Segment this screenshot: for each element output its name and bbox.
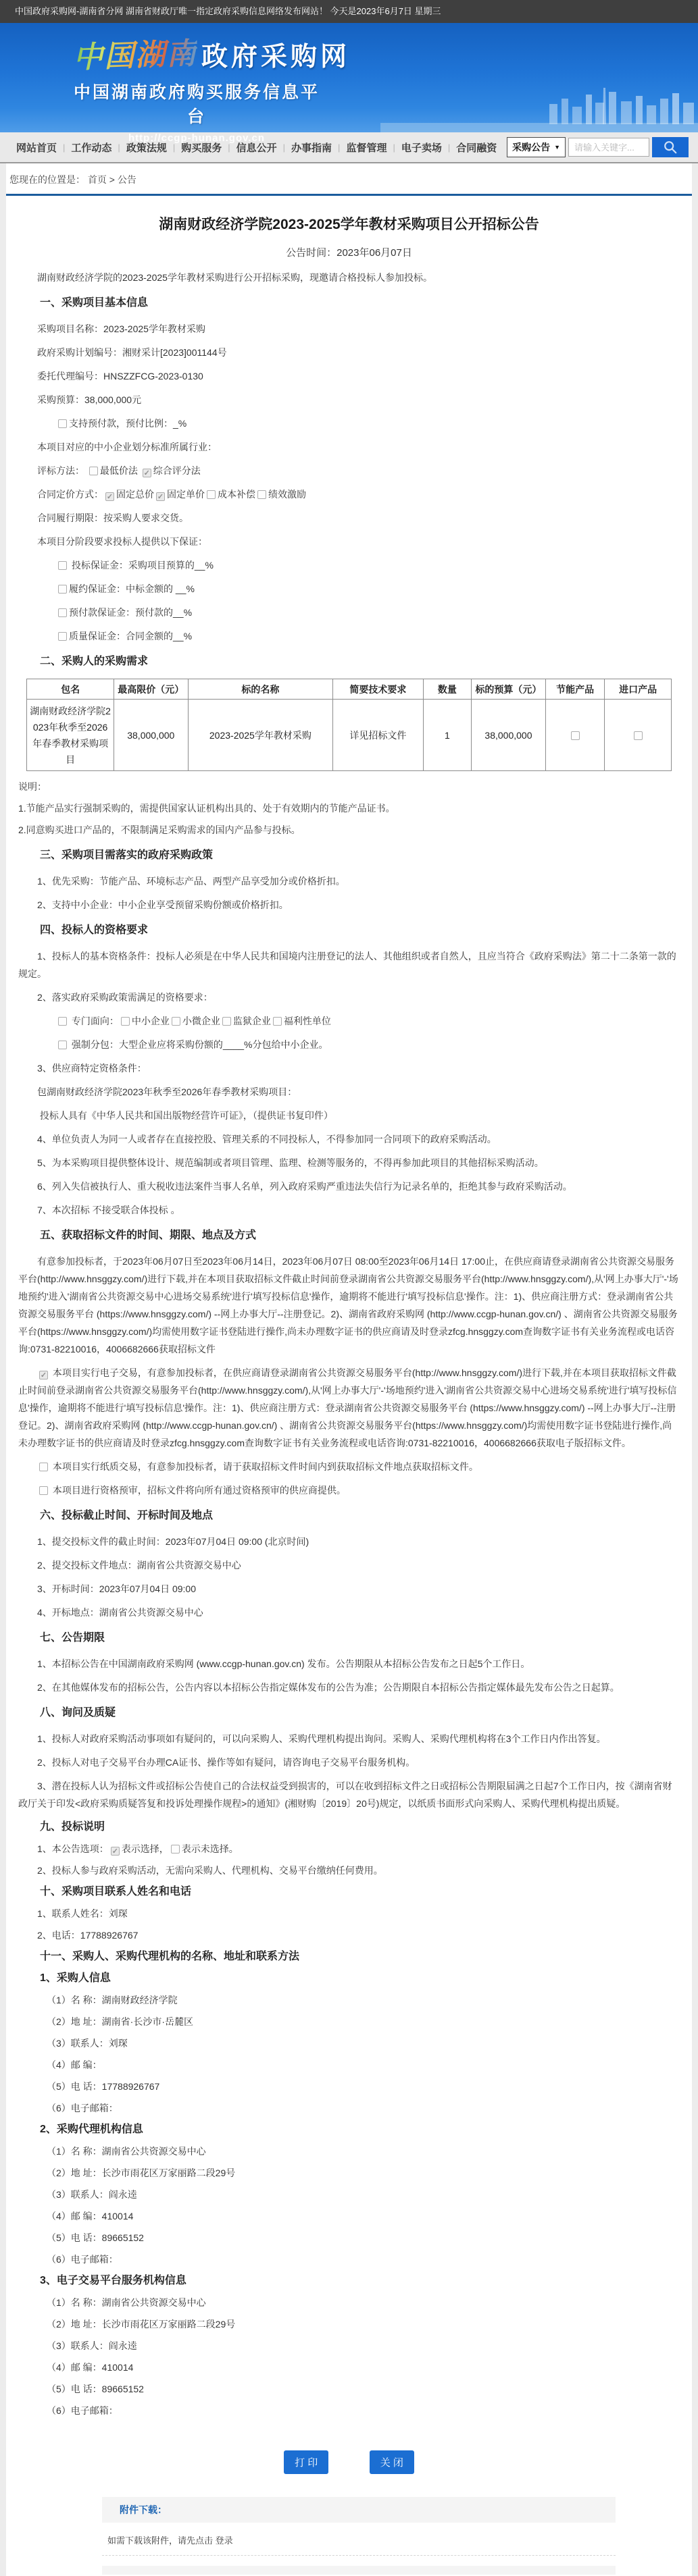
attachment-hint-row (102, 2523, 616, 2556)
checkbox-unchecked-icon (58, 419, 67, 428)
table-header-cell: 数量 (423, 679, 472, 700)
doc-paragraph: 合同定价方式： ✓ 固定总价 ✓ 固定单价 成本补偿 绩效激励 (37, 489, 306, 501)
nav-item-7[interactable]: 电子卖场 (401, 142, 442, 154)
doc-paragraph: （3）联系人：阎永逵 (47, 2189, 137, 2200)
checkbox-unchecked-icon (273, 1017, 282, 1026)
doc-paragraph: 2、投标人参与政府采购活动，无需向采购人、代理机构、交易平台缴纳任何费用。 (37, 1865, 383, 1876)
print-button[interactable]: 打 印 (284, 2450, 328, 2474)
search-input[interactable] (568, 138, 649, 157)
nav-item-5[interactable]: 办事指南 (291, 142, 332, 154)
table-header-cell: 进口产品 (605, 679, 671, 700)
site-subtitle: 中国湖南政府购买服务信息平台 (73, 83, 320, 126)
doc-paragraph: 1.节能产品实行强制采购的，需提供国家认证机构出具的、处于有效期内的节能产品证书。 (18, 803, 395, 814)
doc-paragraph: 4、开标地点：湖南省公共资源交易中心 (37, 1607, 203, 1618)
checkbox-unchecked-icon (257, 490, 266, 499)
nav-separator: | (228, 142, 230, 153)
table-header-cell: 标的名称 (188, 679, 333, 700)
doc-paragraph: （1）名 称：湖南省公共资源交易中心 (47, 2146, 206, 2157)
doc-paragraph: 支持预付款，预付比例：_% (18, 415, 680, 432)
doc-paragraph: （5）电 话：89665152 (47, 2384, 144, 2394)
checkbox-unchecked-icon (121, 1017, 130, 1026)
checkbox-unchecked-icon (58, 1041, 67, 1049)
doc-paragraph: 专门面向： 中小企业 小微企业 监狱企业 福利性单位 (18, 1012, 680, 1030)
section-heading: 2、采购代理机构信息 (40, 2124, 143, 2135)
checkbox-unchecked-icon (58, 1017, 67, 1026)
table-header-cell: 简要技术要求 (333, 679, 423, 700)
table-cell: 详见招标文件 (333, 700, 423, 771)
doc-paragraph: （2）地 址：长沙市雨花区万家丽路二段29号 (47, 2319, 236, 2330)
breadcrumb-prefix: 您现在的位置是： (9, 174, 85, 185)
nav-item-3[interactable]: 购买服务 (181, 142, 222, 154)
doc-paragraph: 采购预算：38,000,000元 (37, 394, 142, 405)
logo-calligraphy-text: 中国湖南 (72, 29, 198, 76)
doc-paragraph: （3）联系人：刘琛 (47, 2038, 128, 2049)
doc-paragraph: 强制分包：大型企业应将采购份额的____%分包给中小企业。 (18, 1036, 680, 1053)
doc-paragraph: 评标方法： 最低价法 ✓ 综合评分法 (37, 465, 201, 477)
doc-paragraph: 质量保证金：合同金额的__% (18, 627, 680, 645)
nav-item-2[interactable]: 政策法规 (126, 142, 167, 154)
doc-paragraph: 1、投标人对政府采购活动事项如有疑问的，可以向采购人、采购代理机构提出询问。采购人、采购代理机构将在3个工作日内作出答复。 (37, 1733, 606, 1744)
section-heading: 八、询问及质疑 (40, 1707, 116, 1718)
doc-paragraph: 1、本公告选项： ✓ 表示选择， 表示未选择。 (37, 1843, 239, 1856)
attachment-hint: 如需下载该附件，请先点击 (107, 2535, 214, 2546)
procurement-requirements-table (26, 679, 672, 771)
section-heading: 一、采购项目基本信息 (40, 297, 149, 309)
publish-time: 公告时间：2023年06月07日 (286, 247, 412, 259)
search-icon (663, 140, 678, 155)
doc-paragraph: 3、潜在投标人认为招标文件或招标公告使自己的合法权益受到损害的，可以在收到招标文件之日或招标公告期限届满之日起7个工作日内，按《湖南省财政厅关于印发<政府采购质疑答复和投诉处理操作规程>的通知》(湘财购〔2019〕20号)规定，以纸质书面形式向采购人、采购代理机构提出质疑。 (18, 1781, 672, 1809)
table-cell: 1 (423, 700, 472, 771)
doc-paragraph: （5）电 话：89665152 (47, 2232, 144, 2243)
breadcrumb-current[interactable]: 公告 (117, 174, 136, 185)
checkbox-checked-icon: ✓ (143, 469, 150, 477)
nav-separator: | (63, 142, 66, 153)
doc-paragraph: 预付款保证金：预付款的__% (18, 604, 680, 621)
checkbox-unchecked-icon (58, 632, 67, 641)
doc-paragraph: 本项目分阶段要求投标人提供以下保证： (37, 536, 207, 547)
doc-paragraph: （5）电 话：17788926767 (47, 2081, 160, 2092)
checkbox-unchecked-icon (58, 585, 67, 594)
doc-paragraph: 1、联系人姓名：刘琛 (37, 1908, 128, 1919)
checkbox-unchecked-icon (222, 1017, 231, 1026)
section-heading: 六、投标截止时间、开标时间及地点 (40, 1510, 214, 1521)
checkbox-checked-icon: ✓ (111, 1847, 118, 1856)
doc-paragraph: 履约保证金：中标金额的 __% (18, 580, 680, 598)
doc-paragraph: 2、支持中小企业：中小企业享受预留采购份额或价格折扣。 (37, 899, 289, 910)
section-heading: 七、公告期限 (40, 1632, 105, 1644)
doc-paragraph: 3、开标时间：2023年07月04日 09:00 (37, 1583, 196, 1594)
doc-paragraph: 3、供应商特定资格条件： (37, 1063, 147, 1074)
site-notice-bar (0, 0, 698, 23)
table-cell: 38,000,000 (114, 700, 188, 771)
site-notice-text: 中国政府采购网-湖南省分网 湖南省财政厅唯一指定政府采购信息网络发布网站！ 今天是2023年6月7日 星期三 (15, 6, 441, 16)
checkbox-unchecked-icon (172, 1017, 180, 1026)
table-cell (545, 700, 605, 771)
nav-item-8[interactable]: 合同融资 (456, 142, 497, 154)
logo-main-text: 政府采购网 (201, 43, 351, 72)
nav-item-0[interactable]: 网站首页 (16, 142, 57, 154)
login-link[interactable]: 登录 (215, 2535, 233, 2546)
table-cell: 38,000,000 (472, 700, 546, 771)
doc-paragraph: （1）名 称：湖南财政经济学院 (47, 1995, 178, 2005)
doc-paragraph: 2、落实政府采购政策需满足的资格要求： (37, 992, 213, 1003)
section-heading: 四、投标人的资格要求 (40, 924, 149, 936)
content-card (6, 163, 692, 2576)
section-heading: 十、采购项目联系人姓名和电话 (40, 1886, 192, 1897)
doc-paragraph: 本项目实行纸质交易，有意参加投标者，请于获取招标文件时间内到获取招标文件地点获取招标文件。 (18, 1458, 680, 1475)
announcement-body (6, 269, 692, 2426)
breadcrumb-home[interactable]: 首页 (87, 174, 107, 185)
doc-paragraph: 2、电话：17788926767 (37, 1930, 139, 1941)
doc-paragraph: 政府采购计划编号：湘财采计[2023]001144号 (37, 347, 227, 358)
doc-paragraph: 2、提交投标文件地点：湖南省公共资源交易中心 (37, 1560, 241, 1571)
checkbox-checked-icon: ✓ (157, 493, 164, 501)
doc-paragraph: （6）电子邮箱： (47, 2103, 118, 2113)
doc-paragraph: 4、单位负责人为同一人或者存在直接控股、管理关系的不同投标人，不得参加同一合同项下的政府采购活动。 (37, 1134, 497, 1145)
nav-separator: | (172, 142, 176, 153)
doc-paragraph: 6、列入失信被执行人、重大税收违法案件当事人名单，列入政府采购严重违法失信行为记录名单的，拒绝其参与政府采购活动。 (37, 1181, 572, 1192)
checkbox-unchecked-icon (39, 1486, 48, 1495)
nav-separator: | (447, 142, 451, 153)
doc-paragraph: （1）名 称：湖南省公共资源交易中心 (47, 2297, 206, 2308)
checkbox-checked-icon: ✓ (106, 493, 114, 501)
doc-paragraph: 投标人具有《中华人民共和国出版物经营许可证》，（提供证书复印件） (37, 1110, 333, 1121)
doc-paragraph: 合同履行期限：按采购人要求交货。 (37, 512, 189, 523)
doc-paragraph: 5、为本采购项目提供整体设计、规范编制或者项目管理、监理、检测等服务的，不得再参加此项目的其他招标采购活动。 (37, 1157, 544, 1168)
site-banner (0, 23, 698, 144)
checkbox-unchecked-icon (89, 467, 98, 475)
doc-paragraph: （3）联系人：阎永逵 (47, 2340, 137, 2351)
doc-paragraph: ✓ 本项目实行电子交易，有意参加投标者，在供应商请登录湖南省公共资源交易服务平台(http://www.hnsggzy.com/)进行下载,并在本项目获取招标文件截止时间前登录湖南省公共资源交易服务平台(http://www.hnsggzy.com/),从'网上办事大厅'-'场地预约'进入'湖南省公共资源交易中心进场交易系统'进行'填写投标信息'操作，逾期将不能进行'填写投标信息'操作。注：1)、供应商注册方式：登录湖南省公共资源交易服务平台 (https://www.hnsggzy.com/) --网上办事大厅--注册登记。2)、湖南省政府采购网 (http://www.ccgp-hunan.gov.cn/) 、湖南省公共资源交易服务平台(https://www.hnsggzy.com/)均需使用数字证书登陆进行操作,尚未办理数字证书的供应商请及时登录zfcg.hnsggzy.com查询数字证书有关业务流程或电话咨询:0731-82210016，4006682666获取电子版招标文件。 (18, 1367, 677, 1448)
doc-paragraph: （2）地 址：湖南省·长沙市·岳麓区 (47, 2016, 193, 2027)
doc-paragraph: 采购项目名称：2023-2025学年教材采购 (37, 323, 205, 334)
section-heading: 1、采购人信息 (40, 1972, 111, 1984)
table-header-cell: 包名 (27, 679, 114, 700)
attachment-title: 附件下载： (102, 2497, 616, 2523)
doc-paragraph: 投标保证金：采购项目预算的__% (18, 556, 680, 574)
checkbox-unchecked-icon (171, 1845, 180, 1854)
page-title: 湖南财政经济学院2023-2025学年教材采购项目公开招标公告 (159, 217, 539, 232)
checkbox-checked-icon: ✓ (40, 1371, 47, 1379)
breadcrumb (6, 163, 692, 194)
doc-paragraph: 说明： (18, 781, 47, 792)
breadcrumb-separator: > (109, 174, 115, 185)
doc-paragraph: 2、投标人对电子交易平台办理CA证书、操作等如有疑问，请咨询电子交易平台服务机构。 (37, 1757, 416, 1768)
nav-separator: | (393, 142, 395, 153)
table-cell (605, 700, 671, 771)
doc-paragraph: 本项目对应的中小企业划分标准所属行业： (37, 442, 217, 452)
blue-divider (6, 194, 692, 196)
attachment-section (102, 2497, 616, 2576)
checkbox-unchecked-icon (634, 731, 643, 740)
section-heading: 十一、采购人、采购代理机构的名称、地址和联系方法 (40, 1951, 300, 1962)
site-logo (72, 31, 351, 144)
footer-bar-stub (102, 2566, 616, 2575)
doc-paragraph: 1、投标人的基本资格条件：投标人必须是在中华人民共和国境内注册登记的法人、其他组织或者自然人，且应当符合《政府采购法》第二十二条第一款的规定。 (18, 951, 676, 979)
nav-item-1[interactable]: 工作动态 (71, 142, 112, 154)
search-category-select[interactable] (507, 137, 566, 157)
search-button[interactable] (652, 137, 689, 157)
doc-paragraph: 1、优先采购：节能产品、环境标志产品、两型产品享受加分或价格折扣。 (37, 876, 345, 887)
checkbox-unchecked-icon (571, 731, 580, 740)
doc-paragraph: （4）邮 编：410014 (47, 2211, 134, 2222)
table-header-cell: 标的预算（元） (472, 679, 546, 700)
doc-paragraph: 1、本招标公告在中国湖南政府采购网 (www.ccgp-hunan.gov.cn) 发布。公告期限从本招标公告发布之日起5个工作日。 (37, 1658, 530, 1669)
doc-paragraph: 包湖南财政经济学院2023年秋季至2026年春季教材采购项目： (37, 1086, 297, 1097)
doc-paragraph: 2、在其他媒体发布的招标公告，公告内容以本招标公告指定媒体发布的公告为准；公告期限自本招标公告指定媒体最先发布公告之日起算。 (37, 1682, 620, 1693)
nav-search-area (507, 137, 689, 157)
doc-paragraph: 1、提交投标文件的截止时间：2023年07月04日 09:00 (北京时间) (37, 1536, 309, 1547)
table-cell: 2023-2025学年教材采购 (188, 700, 333, 771)
doc-paragraph: （6）电子邮箱： (47, 2405, 118, 2416)
nav-separator: | (282, 142, 286, 153)
doc-paragraph: （2）地 址：长沙市雨花区万家丽路二段29号 (47, 2167, 236, 2178)
banner-cityscape-image (380, 85, 698, 132)
checkbox-unchecked-icon (58, 561, 67, 570)
nav-separator: | (118, 142, 120, 153)
doc-paragraph: 湖南财政经济学院的2023-2025学年教材采购进行公开招标采购，现邀请合格投标人参加投标。 (37, 272, 432, 283)
nav-item-6[interactable]: 监督管理 (346, 142, 387, 154)
nav-separator: | (338, 142, 341, 153)
doc-paragraph: （4）邮 编：410014 (47, 2362, 134, 2373)
checkbox-unchecked-icon (207, 490, 216, 499)
table-header-row (27, 679, 672, 700)
close-button[interactable]: 关 闭 (370, 2450, 414, 2474)
search-category-value: 采购公告 (512, 142, 551, 153)
section-heading: 二、采购人的采购需求 (40, 656, 149, 667)
table-header-cell: 最高限价（元） (114, 679, 188, 700)
doc-paragraph: 7、本次招标 不接受联合体投标 。 (37, 1205, 180, 1215)
checkbox-unchecked-icon (58, 608, 67, 617)
nav-item-4[interactable]: 信息公开 (236, 142, 277, 154)
doc-paragraph: 本项目进行资格预审，招标文件将向所有通过资格预审的供应商提供。 (18, 1481, 680, 1499)
table-header-cell: 节能产品 (545, 679, 605, 700)
action-buttons (6, 2450, 692, 2474)
section-heading: 三、采购项目需落实的政府采购政策 (40, 849, 214, 861)
section-heading: 五、获取招标文件的时间、期限、地点及方式 (40, 1230, 257, 1241)
site-url: http://ccgp-hunan.gov.cn (128, 132, 266, 144)
doc-paragraph: 有意参加投标者，于2023年06月07日至2023年06月14日，2023年06月07日 08:00至2023年06月14日 17:00止，在供应商请登录湖南省公共资源交易服务平台(http://www.hnsggzy.com/)进行下载,并在本项目获取招标文件截止时间前登录湖南省公共资源交易服务平台(http://www.hnsggzy.com/),从'网上办事大厅'-'场地预约'进入'湖南省公共资源交易中心进场交易系统'进行'填写投标信息'操作，逾期将不能进行'填写投标信息'操作。注：1)、供应商注册方式：登录湖南省公共资源交易服务平台 (https://www.hnsggzy.com/) --网上办事大厅--注册登记。2)、湖南省政府采购网 (http://www.ccgp-hunan.gov.cn/) 、湖南省公共资源交易服务平台(https://www.hnsggzy.com/)均需使用数字证书登陆进行操作,尚未办理数字证书的供应商请及时登录zfcg.hnsggzy.com查询数字证书有关业务流程或电话咨询:0731-82210016，4006682666获取招标文件 (18, 1256, 678, 1355)
table-row (27, 700, 672, 771)
doc-paragraph: （6）电子邮箱： (47, 2254, 118, 2265)
chevron-down-icon: ▼ (554, 144, 560, 151)
section-heading: 3、电子交易平台服务机构信息 (40, 2275, 186, 2286)
checkbox-unchecked-icon (39, 1463, 48, 1471)
doc-paragraph: （4）邮 编： (47, 2059, 102, 2070)
doc-paragraph: 2.同意购买进口产品的，不限制满足采购需求的国内产品参与投标。 (18, 824, 301, 835)
section-heading: 九、投标说明 (40, 1821, 105, 1833)
table-cell: 湖南财政经济学院2023年秋季至2026年春季教材采购项目 (27, 700, 114, 771)
doc-paragraph: 委托代理编号：HNSZZFCG-2023-0130 (37, 371, 203, 382)
